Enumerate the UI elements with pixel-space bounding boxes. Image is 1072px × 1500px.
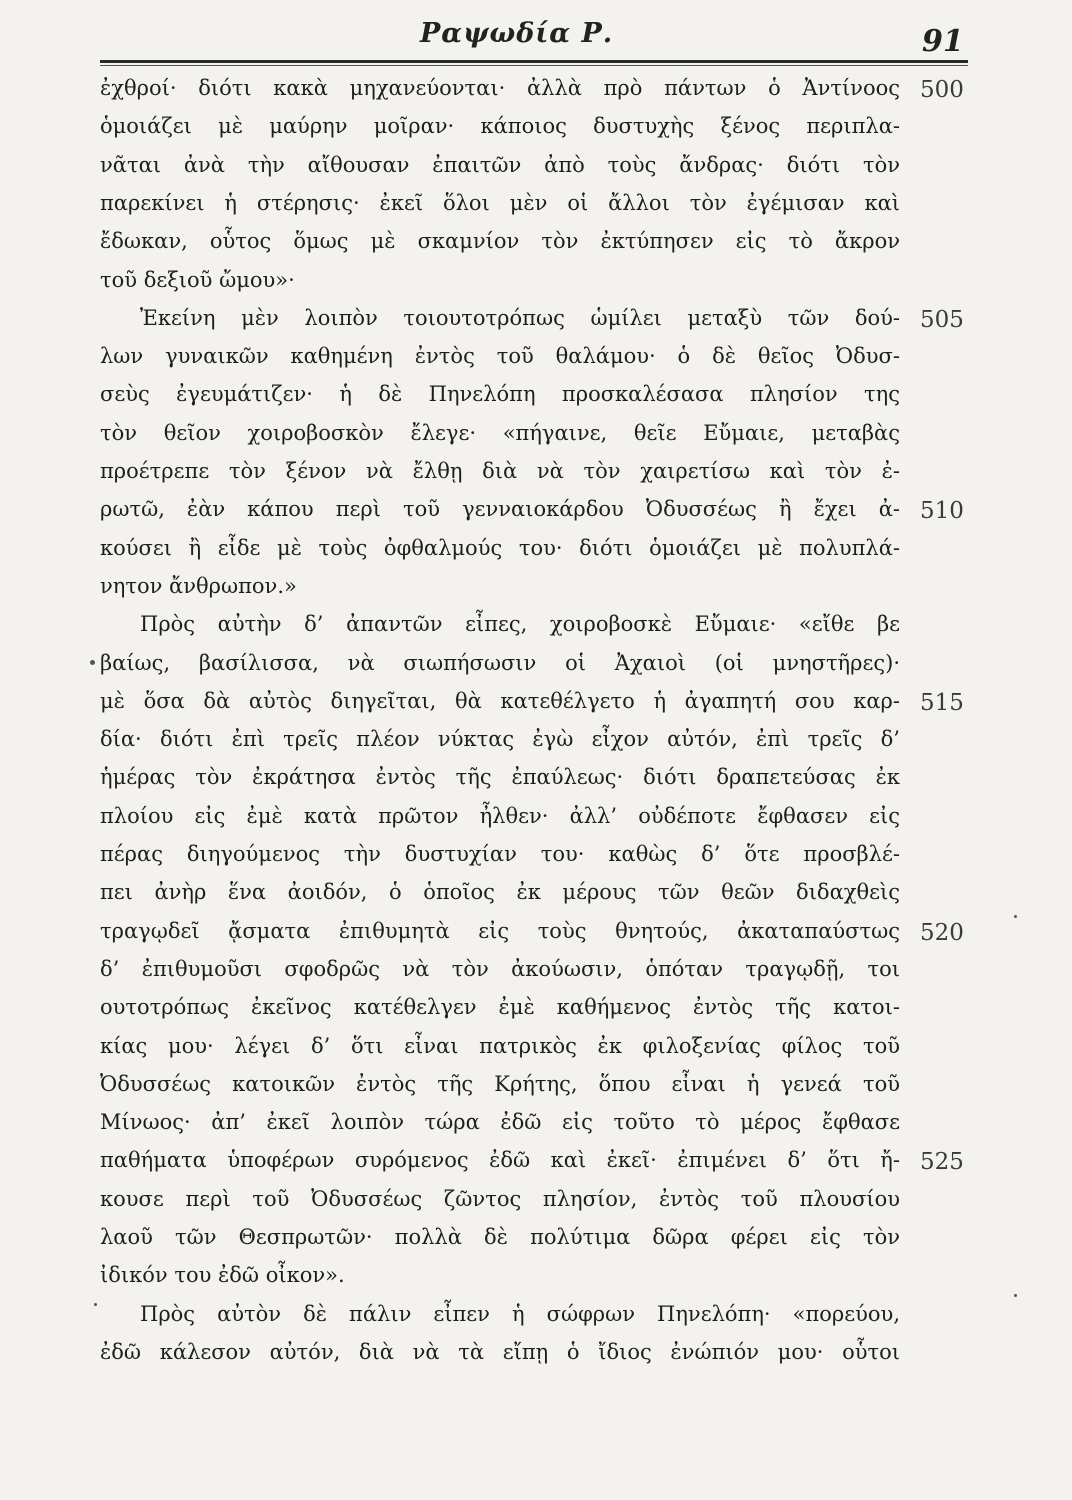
text-line: ἐδῶ κάλεσον αὐτόν, διὰ νὰ τὰ εἴπῃ ὁ ἴδιος ἐνώπιόν μου· οὗτοι bbox=[100, 1339, 900, 1364]
text-line: προέτρεπε τὸν ξένον νὰ ἔλθῃ διὰ νὰ τὸν χαιρετίσω καὶ τὸν ἐ- bbox=[100, 459, 900, 483]
print-speck bbox=[1014, 1294, 1017, 1297]
text-line: ὁμοιάζει μὲ μαύρην μοῖραν· κάποιος δυστυχὴς ξένος περιπλα- bbox=[100, 114, 900, 139]
print-speck bbox=[94, 1303, 97, 1306]
verse-line-number: 525 bbox=[920, 1149, 964, 1176]
text-line: νητον ἄνθρωπον.» bbox=[100, 573, 297, 598]
text-line: κούσει ἢ εἶδε μὲ τοὺς ὀφθαλμούς του· διότι ὁμοιάζει μὲ πολυπλά- bbox=[100, 535, 900, 560]
text-line: ἰδικόν του ἐδῶ οἶκον». bbox=[100, 1263, 345, 1288]
verse-line-number: 515 bbox=[920, 689, 964, 716]
verse-line-number: 510 bbox=[920, 498, 964, 525]
running-title: Ραψωδία Ρ. bbox=[420, 18, 614, 49]
text-line: δ’ ἐπιθυμοῦσι σφοδρῶς νὰ τὸν ἀκούωσιν, ὁπόταν τραγῳδῇ, τοι bbox=[100, 956, 900, 981]
text-line: ρωτῶ, ἐὰν κάπου περὶ τοῦ γενναιοκάρδου Ὀδυσσέως ἢ ἔχει ἀ- bbox=[100, 497, 900, 522]
text-line: πλοίου εἰς ἐμὲ κατὰ πρῶτον ἦλθεν· ἀλλ’ οὐδέποτε ἔφθασεν εἰς bbox=[100, 803, 900, 828]
text-line: ἔδωκαν, οὗτος ὅμως μὲ σκαμνίον τὸν ἐκτύπησεν εἰς τὸ ἄκρον bbox=[100, 229, 900, 254]
text-line: παρεκίνει ἡ στέρησις· ἐκεῖ ὅλοι μὲν οἱ ἄλλοι τὸν ἐγέμισαν καὶ bbox=[100, 190, 900, 215]
text-line: Ὀδυσσέως κατοικῶν ἐντὸς τῆς Κρήτης, ὅπου εἶναι ἡ γενεά τοῦ bbox=[100, 1071, 900, 1096]
text-line: νᾶται ἀνὰ τὴν αἴθουσαν ἐπαιτῶν ἀπὸ τοὺς ἄνδρας· διότι τὸν bbox=[100, 152, 900, 177]
text-line: λων γυναικῶν καθημένη ἐντὸς τοῦ θαλάμου· ὁ δὲ θεῖος Ὀδυσ- bbox=[100, 344, 900, 369]
text-line: τοῦ δεξιοῦ ὤμου»· bbox=[100, 267, 295, 292]
text-line: παθήματα ὑποφέρων συρόμενος ἐδῶ καὶ ἐκεῖ· ἐπιμένει δ’ ὅτι ἤ- bbox=[100, 1148, 900, 1173]
text-line: ουτοτρόπως ἐκεῖνος κατέθελγεν ἐμὲ καθήμενος ἐντὸς τῆς κατοι- bbox=[100, 995, 900, 1020]
verse-line-number: 505 bbox=[920, 306, 964, 333]
text-line: σεὺς ἐγευμάτιζεν· ἡ δὲ Πηνελόπη προσκαλέσασα πλησίον της bbox=[100, 382, 900, 407]
text-line: ἐχθροί· διότι κακὰ μηχανεύονται· ἀλλὰ πρὸ πάντων ὁ Ἀντίνοος bbox=[100, 76, 900, 100]
text-line: μὲ ὅσα δὰ αὐτὸς διηγεῖται, θὰ κατεθέλγετο ἡ ἀγαπητή σου καρ- bbox=[100, 688, 900, 713]
verse-line-number: 500 bbox=[920, 77, 964, 103]
verse-line-number: 520 bbox=[920, 919, 964, 946]
text-line: λαοῦ τῶν Θεσπρωτῶν· πολλὰ δὲ πολύτιμα δῶρα φέρει εἰς τὸν bbox=[100, 1225, 900, 1249]
print-speck bbox=[1014, 915, 1017, 918]
text-line: τραγῳδεῖ ᾄσματα ἐπιθυμητὰ εἰς τοὺς θνητούς, ἀκαταπαύστως bbox=[100, 918, 900, 943]
text-line: πέρας διηγούμενος τὴν δυστυχίαν του· καθὼς δ’ ὅτε προσβλέ- bbox=[100, 842, 900, 866]
text-line: βαίως, βασίλισσα, νὰ σιωπήσωσιν οἱ Ἀχαιοὶ (οἱ μνηστῆρες)· bbox=[100, 650, 900, 675]
text-line: πει ἀνὴρ ἕνα ἀοιδόν, ὁ ὁποῖος ἐκ μέρους τῶν θεῶν διδαχθεὶς bbox=[100, 880, 900, 905]
text-line: τὸν θεῖον χοιροβοσκὸν ἔλεγε· «πήγαινε, θεῖε Εὔμαιε, μεταβὰς bbox=[100, 420, 900, 445]
text-line: ἡμέρας τὸν ἐκράτησα ἐντὸς τῆς ἐπαύλεως· διότι δραπετεύσας ἐκ bbox=[100, 765, 900, 790]
text-line: δία· διότι ἐπὶ τρεῖς πλέον νύκτας ἐγὼ εἶχον αὐτόν, ἐπὶ τρεῖς δ’ bbox=[100, 727, 900, 752]
text-line: κίας μου· λέγει δ’ ὅτι εἶναι πατρικὸς ἐκ φιλοξενίας φίλος τοῦ bbox=[100, 1033, 900, 1058]
page-number: 91 bbox=[922, 24, 964, 59]
text-line: Πρὸς αὐτὸν δὲ πάλιν εἶπεν ἡ σώφρων Πηνελόπη· «πορεύου, bbox=[140, 1301, 900, 1326]
text-line: Μίνωος· ἀπ’ ἐκεῖ λοιπὸν τώρα ἐδῶ εἰς τοῦτο τὸ μέρος ἔφθασε bbox=[100, 1110, 900, 1135]
text-line: Πρὸς αὐτὴν δ’ ἀπαντῶν εἶπες, χοιροβοσκὲ Εὔμαιε· «εἴθε βε bbox=[140, 612, 900, 637]
text-line: κουσε περὶ τοῦ Ὀδυσσέως ζῶντος πλησίον, ἐντὸς τοῦ πλουσίου bbox=[100, 1186, 900, 1211]
header-rule bbox=[100, 60, 968, 66]
text-line: Ἐκείνη μὲν λοιπὸν τοιουτοτρόπως ὡμίλει μεταξὺ τῶν δού- bbox=[140, 305, 900, 330]
print-speck bbox=[90, 660, 95, 665]
